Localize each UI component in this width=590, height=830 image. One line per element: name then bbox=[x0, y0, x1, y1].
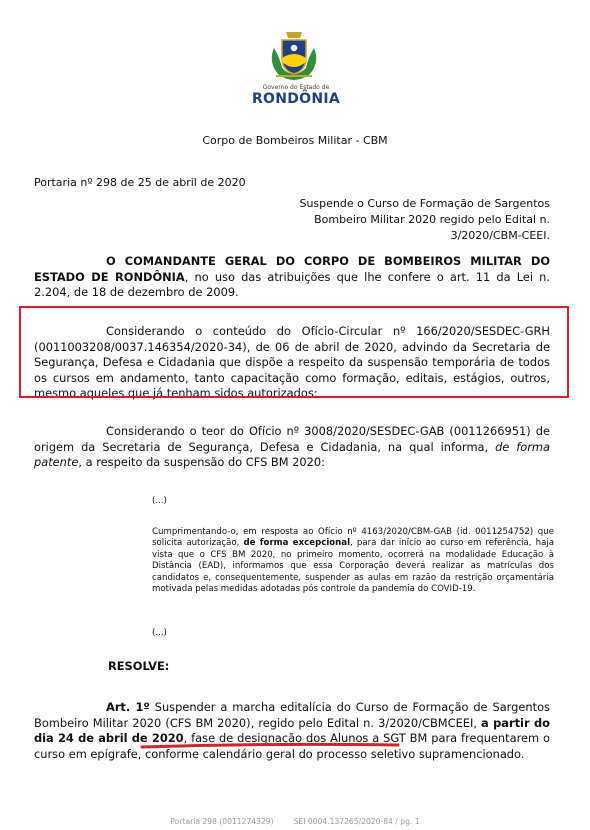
red-underline bbox=[140, 742, 400, 749]
article-1-part2: , fase de designação dos Alunos a SGT BM para frequentarem o curso em epígrafe, conforme calendário geral do processo seletivo supramencionado. bbox=[34, 731, 551, 761]
article-1-part1: Suspender a marcha editalícia do Curso de Formação de Sargentos Bombeiro Militar 2020 (CFS BM 2020), regido pelo Edital n. 3/2020/CBMCEEI, bbox=[34, 700, 550, 730]
article-1-date: a partir do dia 24 de abril de 2020 bbox=[34, 715, 550, 745]
considerando-2-italic: de forma patente bbox=[34, 439, 550, 469]
quote-ellipsis-open: (...) bbox=[152, 496, 167, 506]
government-line: Governo do Estado de bbox=[262, 84, 330, 91]
article-1-label: Art. 1º bbox=[106, 700, 150, 714]
comandante-paragraph bbox=[34, 254, 550, 301]
ementa: Suspende o Curso de Formação de Sargentos Bombeiro Militar 2020 regido pelo Edital n. 3/2020/CBM-CEEI. bbox=[299, 197, 550, 242]
article-1-paragraph bbox=[34, 700, 550, 762]
quote-ellipsis-close: (...) bbox=[152, 628, 167, 638]
quote-part1: Cumprimentando-o, em resposta ao Ofício nº 4163/2020/CBM-GAB (id. 0011254752) que solicita autorização, bbox=[152, 527, 554, 549]
resolve-heading: RESOLVE: bbox=[108, 659, 170, 673]
footer-left: Portaria 298 (0011274329) bbox=[170, 817, 274, 826]
red-highlight-box bbox=[19, 306, 569, 398]
coat-of-arms-logo bbox=[266, 28, 322, 82]
state-name: RONDÔNIA bbox=[251, 91, 341, 107]
footer-right: SEI 0004.137265/2020-84 / pg. 1 bbox=[293, 817, 420, 826]
page-footer bbox=[0, 817, 590, 826]
quote-part2: , para dar início ao curso em referência, haja vista que o CFS BM 2020, no primeiro momento, ocorrerá na modalidade Educação à Distância (EAD), informamos que essa Corporação deverá realizar as matrículas dos candidatos e, consequentemente, suspender as aulas em razão da restrição orçamentária motivada pelas medidas adotadas pós controle da pandemia do COVID-19. bbox=[152, 538, 554, 595]
considerando-2-part2: , a respeito da suspensão do CFS BM 2020: bbox=[78, 455, 326, 469]
considerando-1-paragraph: Considerando o conteúdo do Ofício-Circular nº 166/2020/SESDEC-GRH (0011003208/0037.146354/2020-34), de 06 de abril de 2020, advindo da Secretaria de Segurança, Defesa e Cidadania que dispõe a respeito da suspensão temporária de todos os cursos em andamento, tanto capacitação como formação, editais, estágios, outros, mesmo aqueles que já tenham sidos autorizados; bbox=[34, 324, 550, 400]
comandante-title: O COMANDANTE GERAL DO CORPO DE BOMBEIROS MILITAR DO ESTADO DE RONDÔNIA bbox=[34, 254, 550, 284]
considerando-2-paragraph bbox=[34, 424, 550, 471]
quote-bold: de forma excepcional bbox=[243, 538, 351, 549]
comandante-rest: , no uso das atribuições que lhe confere o art. 11 da Lei n. 2.204, de 18 de dezembro de 2009. bbox=[34, 269, 550, 299]
considerando-2-part1: Considerando o teor do Ofício nº 3008/2020/SESDEC-GAB (0011266951) de origem da Secretaria de Segurança, Defesa e Cidadania, na qual informa, bbox=[34, 424, 550, 454]
portaria-title: Portaria nº 298 de 25 de abril de 2020 bbox=[34, 176, 246, 189]
organization-name: Corpo de Bombeiros Militar - CBM bbox=[202, 134, 388, 147]
quote-body bbox=[152, 527, 554, 595]
